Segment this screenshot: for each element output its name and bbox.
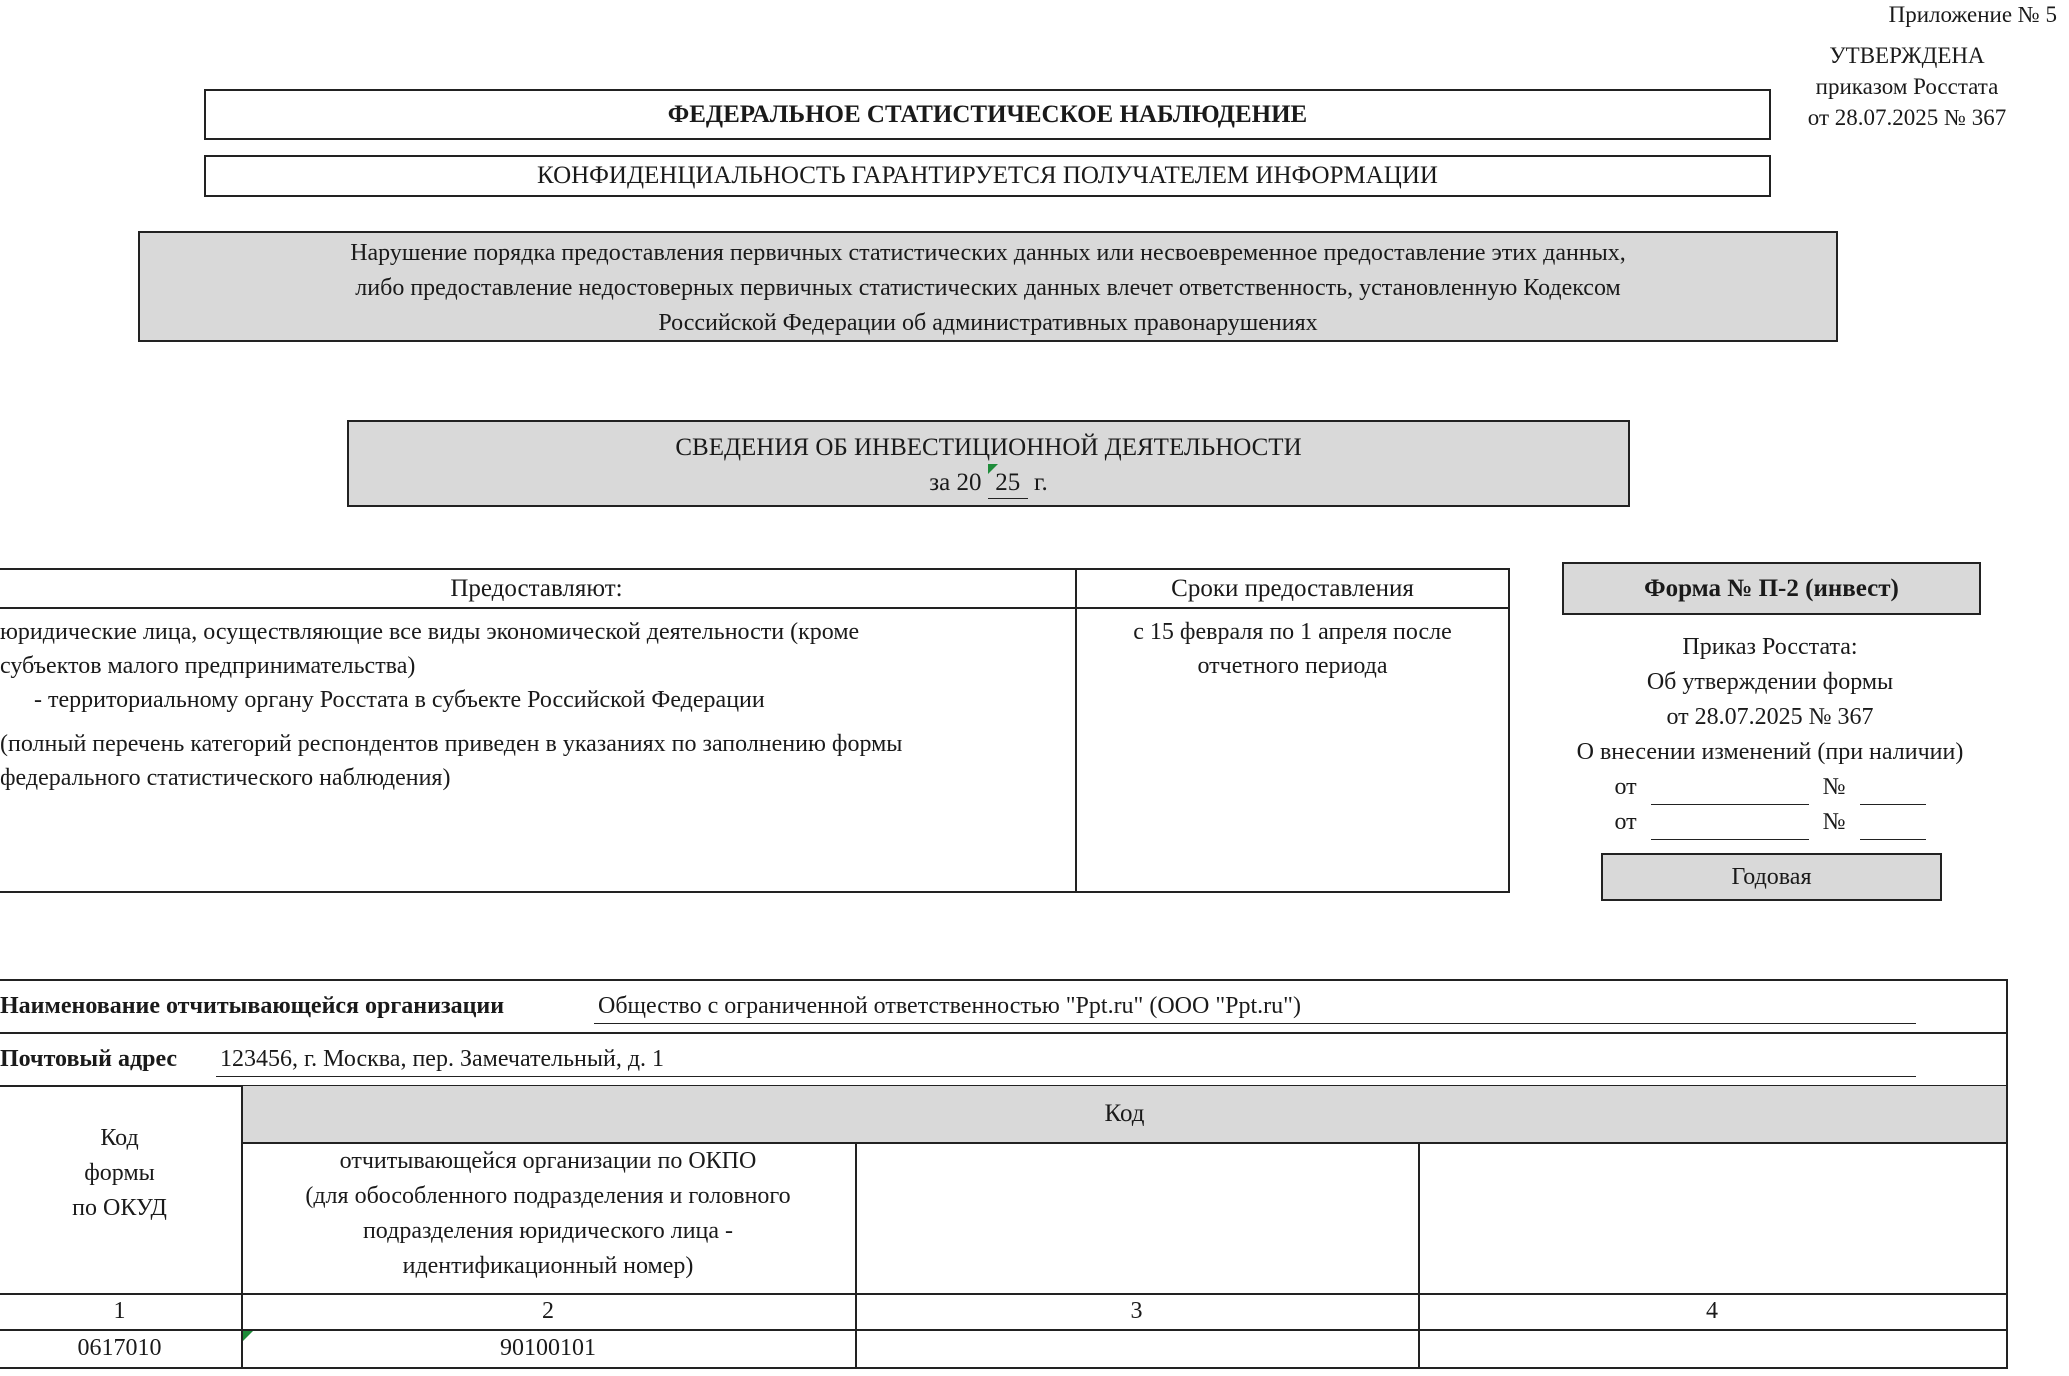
column-number: 2 (542, 1298, 554, 1324)
divider (0, 1032, 2006, 1034)
organization-table (0, 979, 2008, 1369)
deadline-text: с 15 февраля по 1 апреля после (1133, 619, 1452, 645)
report-year-line (349, 465, 1628, 500)
okpo-code-text: 90100101 (500, 1335, 596, 1361)
okpo-header-line: отчитывающейся организации по ОКПО (339, 1148, 757, 1174)
okpo-header-line: подразделения юридического лица - (362, 1218, 734, 1244)
okud-header-line: формы (84, 1160, 155, 1186)
submitters-header: Предоставляют: (0, 570, 1077, 609)
okud-header-line: Код (100, 1125, 139, 1151)
code-cell-4[interactable] (1418, 1330, 2006, 1367)
liability-warning (138, 231, 1838, 342)
okpo-code-value[interactable] (241, 1330, 855, 1367)
year-prefix: за 20 (929, 469, 982, 496)
okpo-header-line: (для обособленного подразделения и головного (305, 1183, 791, 1209)
changes-label: О внесении изменений (при наличии) (1576, 739, 1964, 765)
number-label: № (1822, 809, 1846, 835)
form-number: Форма № П-2 (инвест) (1562, 562, 1981, 615)
submitters-note: федерального статистического наблюдения) (0, 765, 451, 791)
submitters-note: (полный перечень категорий респондентов приведен в указаниях по заполнению формы (0, 731, 903, 757)
approval-stamp (1757, 40, 2057, 133)
change-row (1540, 770, 2000, 805)
report-title: СВЕДЕНИЯ ОБ ИНВЕСТИЦИОННОЙ ДЕЯТЕЛЬНОСТИ (675, 434, 1302, 461)
okpo-header-line: идентификационный номер) (402, 1253, 694, 1279)
column-number: 3 (1130, 1298, 1143, 1324)
approved-by-line: приказом Росстата (1815, 74, 1999, 99)
federal-observation-heading: ФЕДЕРАЛЬНОЕ СТАТИСТИЧЕСКОЕ НАБЛЮДЕНИЕ (204, 89, 1771, 140)
column-number: 1 (113, 1298, 126, 1324)
approved-date-line: от 28.07.2025 № 367 (1807, 105, 2007, 130)
submitters-text: юридические лица, осуществляющие все виды экономической деятельности (кроме (0, 619, 860, 645)
okpo-header (241, 1144, 855, 1284)
appendix-number: Приложение № 5 (1888, 2, 2057, 27)
year-field[interactable] (988, 468, 1028, 499)
okud-header-line: по ОКУД (72, 1195, 167, 1221)
code-cell-3[interactable] (855, 1330, 1418, 1367)
from-label: от (1614, 809, 1637, 835)
number-label: № (1822, 774, 1846, 800)
change-number-field[interactable] (1860, 778, 1926, 805)
reporting-period: Годовая (1601, 853, 1942, 901)
submitters-text: субъектов малого предпринимательства) (0, 653, 416, 679)
warning-line: Нарушение порядка предоставления первичных статистических данных или несвоевременное предоставление этих данных, (350, 240, 1626, 266)
confidentiality-notice: КОНФИДЕНЦИАЛЬНОСТЬ ГАРАНТИРУЕТСЯ ПОЛУЧАТЕЛЕМ ИНФОРМАЦИИ (204, 155, 1771, 197)
deadline-text: отчетного периода (1197, 653, 1388, 679)
change-row (1540, 805, 2000, 840)
change-number-field[interactable] (1860, 813, 1926, 840)
okud-header (0, 1121, 241, 1226)
code-header: Код (241, 1086, 2006, 1142)
org-address-label: Почтовый адрес (0, 1046, 178, 1072)
warning-line: Российской Федерации об административных правонарушениях (658, 310, 1318, 336)
from-label: от (1614, 774, 1637, 800)
submitters-table (0, 568, 1510, 893)
order-date: от 28.07.2025 № 367 (1666, 704, 1874, 730)
change-date-field[interactable] (1651, 778, 1809, 805)
deadlines-description (1077, 609, 1508, 891)
approved-line: УТВЕРЖДЕНА (1829, 43, 1985, 68)
year-suffix: г. (1034, 469, 1048, 496)
year-value: 25 (995, 469, 1021, 496)
okud-code-value[interactable]: 0617010 (77, 1335, 162, 1361)
submitters-recipient: - территориальному органу Росстата в субъекте Российской Федерации (34, 687, 765, 713)
order-title: Приказ Росстата: (1682, 634, 1858, 660)
deadlines-header: Сроки предоставления (1077, 570, 1508, 609)
change-date-field[interactable] (1651, 813, 1809, 840)
column-number: 4 (1706, 1298, 1718, 1324)
warning-line: либо предоставление недостоверных первичных статистических данных влечет ответственность, установленную Кодексом (355, 275, 1621, 301)
submitters-description (0, 609, 1077, 891)
cell-comment-marker (988, 464, 998, 474)
org-name-label: Наименование отчитывающейся организации (0, 993, 505, 1019)
org-address-field[interactable]: 123456, г. Москва, пер. Замечательный, д. 1 (216, 1042, 1916, 1077)
org-name-field[interactable]: Общество с ограниченной ответственностью "Ppt.ru" (ООО "Ppt.ru") (594, 989, 1916, 1024)
order-info (1540, 630, 2000, 840)
order-line: Об утверждении формы (1646, 669, 1894, 695)
report-title-box (347, 420, 1630, 507)
